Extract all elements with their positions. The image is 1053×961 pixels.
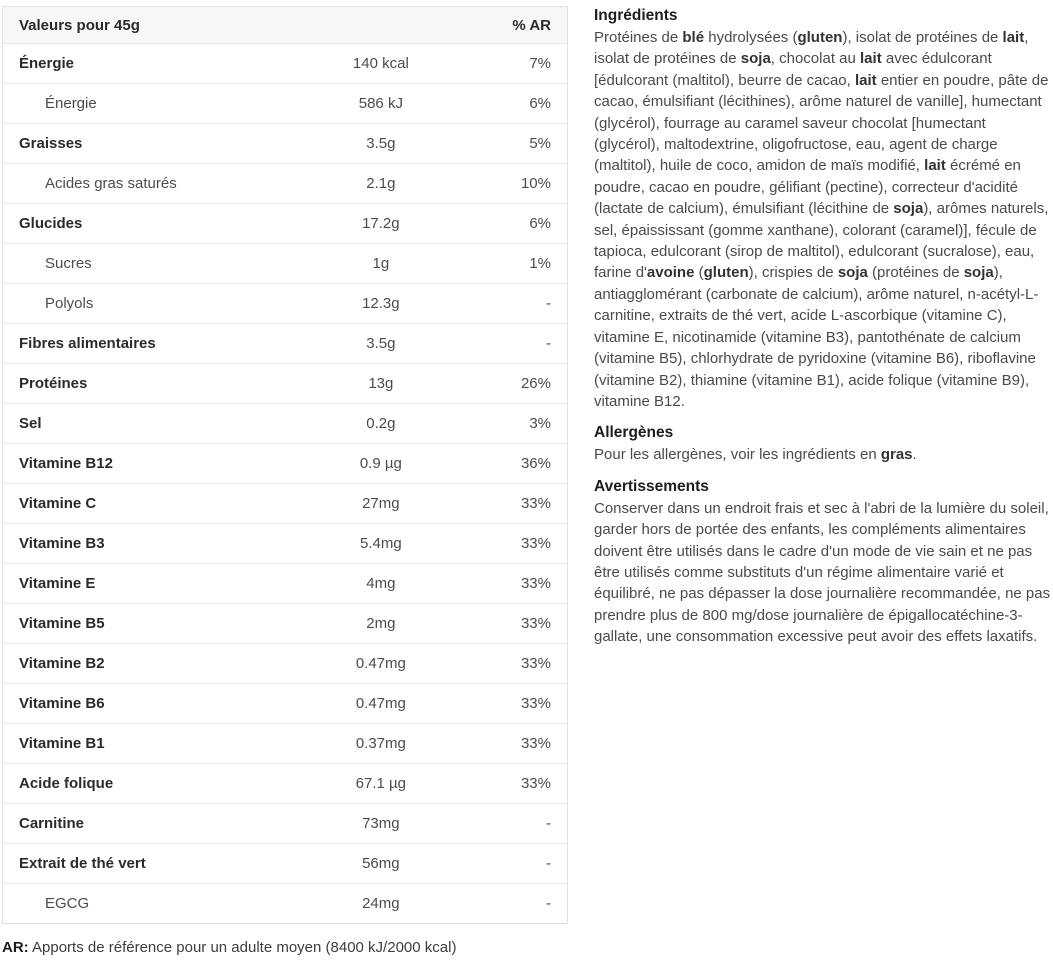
table-row bbox=[3, 443, 567, 483]
nutrient-ar: 33% bbox=[520, 695, 551, 712]
nutrient-ar: 33% bbox=[520, 735, 551, 752]
nutrient-amount: 140 kcal bbox=[352, 55, 409, 72]
nutrient-ar: 6% bbox=[529, 215, 551, 232]
nutrient-label: Vitamine B3 bbox=[19, 535, 105, 552]
table-row bbox=[3, 323, 567, 363]
table-row bbox=[3, 883, 567, 923]
table-row bbox=[3, 523, 567, 563]
warnings-text: Conserver dans un endroit frais et sec à l'abri de la lumière du soleil, garder hors de portée des enfants, les compléments alimentaires doivent être utilisés dans le cadre d'un mode de vie sain et ne pas être utilisés comme substituts d'un régime alimentaire varié et équilibré, ne pas dépasser la dose journalière recommandée, ne pas prendre plus de 800 mg/dose journalière de épigallocatéchine-3-gallate, une consommation excessive peut avoir des effets laxatifs. bbox=[594, 499, 1051, 646]
nutrient-ar: 26% bbox=[520, 375, 551, 392]
table-row bbox=[3, 203, 567, 243]
table-row bbox=[3, 83, 567, 123]
nutrient-ar: 7% bbox=[529, 55, 551, 72]
table-row bbox=[3, 243, 567, 283]
nutrient-label: Vitamine B2 bbox=[19, 655, 105, 672]
ingredients-heading: Ingrédients bbox=[594, 7, 678, 24]
nutrient-amount: 3.5g bbox=[366, 335, 396, 352]
nutrient-amount: 0.2g bbox=[366, 415, 396, 432]
nutrition-table-header bbox=[3, 7, 567, 43]
nutrient-label: Vitamine B6 bbox=[19, 695, 105, 712]
table-row bbox=[3, 843, 567, 883]
nutrient-amount: 12.3g bbox=[362, 295, 400, 312]
table-row bbox=[3, 403, 567, 443]
nutrient-ar: 33% bbox=[520, 575, 551, 592]
nutrient-label: Polyols bbox=[45, 295, 94, 312]
allergens-text: Pour les allergènes, voir les ingrédients en gras. bbox=[594, 446, 917, 464]
warnings-heading: Avertissements bbox=[594, 477, 709, 495]
nutrient-label: Vitamine B5 bbox=[19, 615, 105, 632]
nutrient-label: Acides gras saturés bbox=[45, 175, 177, 192]
table-row bbox=[3, 723, 567, 763]
nutrient-amount: 1g bbox=[372, 255, 390, 272]
nutrient-ar: - bbox=[546, 855, 551, 872]
info-column bbox=[594, 5, 1053, 658]
ingredients-text: Protéines de blé hydrolysées (gluten), isolat de protéines de lait, isolat de protéines de soja, chocolat au lait avec édulcorant [édulcorant (maltitol), beurre de cacao, lait entier en poudre, pâte de cacao, émulsifiant (lécithines), arôme naturel de vanille], humectant (glycérol), fourrage au caramel saveur chocolat [humectant (glycérol), maltodextrine, oligofructose, eau, agent de charge (maltitol), huile de coco, amidon de maïs modifié, lait écrémé en poudre, cacao en poudre, gélifiant (pectine), correcteur d'acidité (lactate de calcium), émulsifiant (lécithine de soja), arômes naturels, sel, épaississant (gomme xanthane), colorant (caramel)], fécule de tapioca, edulcorant (sirop de maltitol), edulcorant (sucralose), eau, farine d'avoine (gluten), crispies de soja (protéines de soja), antiagglomérant (carbonate de calcium), arôme naturel, n-acétyl-L-carnitine, extraits de thé vert, acide L-ascorbique (vitamine C), vitamine E, nicotinamide (vitamine B3), pantothénate de calcium (vitamine B5), chlorhydrate de pyridoxine (vitamine B6), riboflavine (vitamine B2), thiamine (vitamine B1), acide folique (vitamine B9), vitamine B12. bbox=[594, 29, 1049, 410]
nutrient-amount: 0.47mg bbox=[355, 695, 406, 712]
nutrient-label: Carnitine bbox=[19, 815, 85, 832]
nutrition-table bbox=[2, 6, 568, 924]
allergens-section bbox=[594, 422, 1053, 465]
table-row bbox=[3, 363, 567, 403]
reference-intake-footnote: AR: Apports de référence pour un adulte moyen (8400 kJ/2000 kcal) bbox=[2, 939, 457, 956]
nutrient-label: Vitamine B12 bbox=[19, 455, 113, 472]
nutrient-amount: 5.4mg bbox=[360, 535, 402, 552]
nutrient-label: Fibres alimentaires bbox=[19, 335, 156, 352]
header-serving-label: Valeurs pour 45g bbox=[19, 16, 140, 34]
nutrient-amount: 2mg bbox=[366, 615, 396, 632]
nutrient-ar: 6% bbox=[529, 95, 551, 112]
nutrient-label: Glucides bbox=[19, 215, 83, 232]
nutrient-label: Énergie bbox=[45, 95, 97, 112]
nutrient-amount: 0.9 µg bbox=[359, 455, 402, 472]
nutrient-label: Extrait de thé vert bbox=[19, 855, 146, 872]
nutrient-ar: 33% bbox=[520, 775, 551, 792]
nutrient-ar: - bbox=[546, 295, 551, 312]
table-row bbox=[3, 643, 567, 683]
table-row bbox=[3, 603, 567, 643]
nutrient-label: Sel bbox=[19, 415, 42, 432]
nutrient-label: Énergie bbox=[19, 55, 75, 72]
nutrient-label: Acide folique bbox=[19, 775, 114, 792]
nutrient-label: EGCG bbox=[45, 895, 90, 912]
nutrient-ar: - bbox=[546, 815, 551, 832]
nutrition-rows bbox=[3, 43, 567, 923]
nutrient-label: Sucres bbox=[45, 255, 92, 272]
nutrient-label: Protéines bbox=[19, 375, 88, 392]
nutrient-label: Graisses bbox=[19, 135, 83, 152]
nutrient-ar: 1% bbox=[529, 255, 551, 272]
nutrient-ar: 36% bbox=[520, 455, 551, 472]
nutrition-column bbox=[2, 6, 568, 956]
nutrient-ar: 33% bbox=[520, 495, 551, 512]
nutrient-amount: 27mg bbox=[362, 495, 400, 512]
nutrient-ar: 5% bbox=[529, 135, 551, 152]
nutrient-amount: 67.1 µg bbox=[355, 775, 407, 792]
table-row bbox=[3, 283, 567, 323]
header-ar-label: % AR bbox=[512, 16, 551, 34]
nutrient-amount: 24mg bbox=[362, 895, 400, 912]
warnings-section bbox=[594, 476, 1053, 648]
nutrient-ar: - bbox=[546, 895, 551, 912]
table-row bbox=[3, 123, 567, 163]
table-row bbox=[3, 43, 567, 83]
table-row bbox=[3, 163, 567, 203]
nutrient-label: Vitamine C bbox=[19, 495, 97, 512]
nutrient-label: Vitamine B1 bbox=[19, 735, 105, 752]
nutrient-amount: 4mg bbox=[366, 575, 396, 592]
nutrient-amount: 2.1g bbox=[366, 175, 396, 192]
table-row bbox=[3, 483, 567, 523]
table-row bbox=[3, 763, 567, 803]
table-row bbox=[3, 683, 567, 723]
nutrient-label: Vitamine E bbox=[19, 575, 96, 592]
nutrient-ar: - bbox=[546, 335, 551, 352]
nutrient-amount: 0.37mg bbox=[355, 735, 406, 752]
nutrient-amount: 0.47mg bbox=[355, 655, 406, 672]
nutrient-ar: 10% bbox=[520, 175, 551, 192]
nutrient-amount: 3.5g bbox=[366, 135, 396, 152]
nutrient-amount: 17.2g bbox=[362, 215, 400, 232]
allergens-heading: Allergènes bbox=[594, 424, 674, 442]
table-row bbox=[3, 563, 567, 603]
nutrient-amount: 13g bbox=[368, 375, 394, 392]
nutrient-ar: 33% bbox=[520, 535, 551, 552]
nutrient-amount: 586 kJ bbox=[358, 95, 403, 112]
nutrient-ar: 33% bbox=[520, 615, 551, 632]
nutrient-amount: 73mg bbox=[362, 815, 400, 832]
nutrient-ar: 3% bbox=[529, 415, 551, 432]
ingredients-section bbox=[594, 5, 1053, 412]
nutrient-ar: 33% bbox=[520, 655, 551, 672]
table-row bbox=[3, 803, 567, 843]
nutrient-amount: 56mg bbox=[362, 855, 400, 872]
